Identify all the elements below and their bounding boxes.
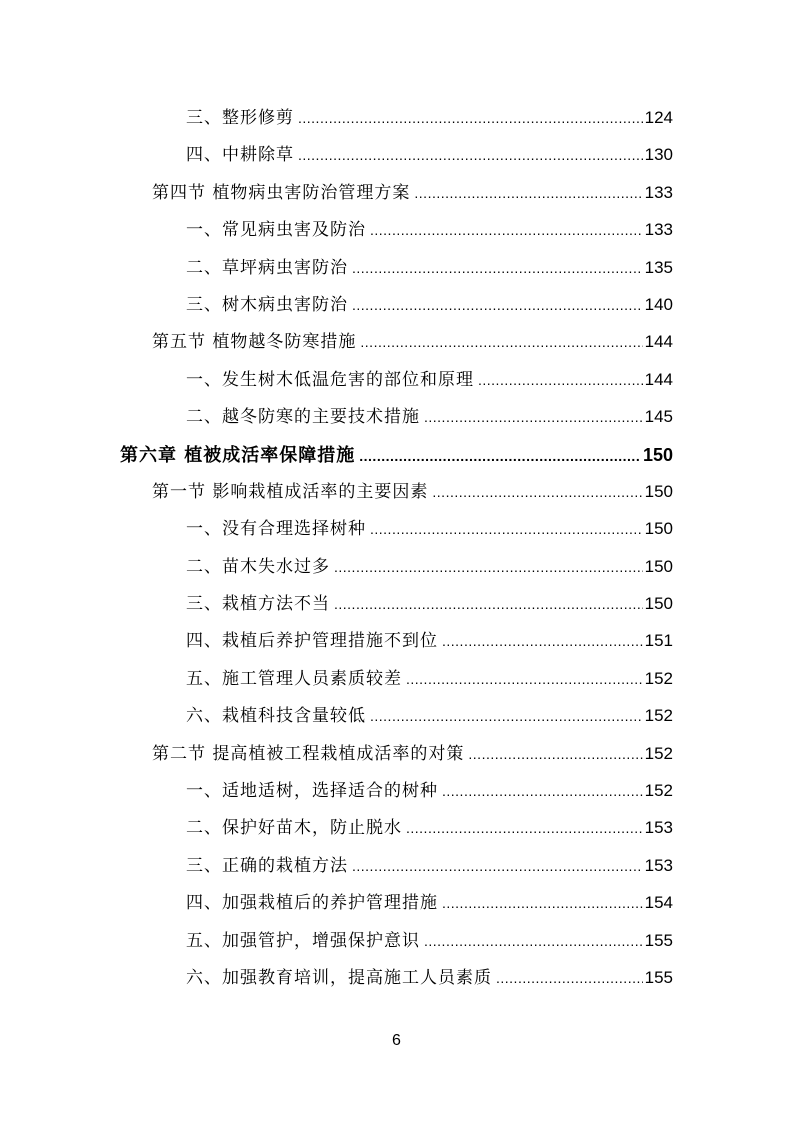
toc-entry-item[interactable] (0, 623, 793, 660)
toc-dot-leader (298, 143, 643, 167)
page-number: 6 (392, 1032, 401, 1049)
toc-entry-title: 三、栽植方法不当 (186, 594, 330, 615)
toc-entry-page: 152 (644, 668, 673, 688)
toc-entry-page: 155 (644, 967, 673, 987)
toc-entry-page: 153 (644, 818, 673, 838)
toc-entry-item[interactable] (0, 137, 793, 174)
toc-dot-leader (370, 704, 643, 728)
toc-entry-item[interactable] (0, 511, 793, 548)
toc-entry-title: 五、加强管护，增强保护意识 (186, 930, 420, 951)
toc-entry-item[interactable] (0, 848, 793, 885)
toc-entry-item[interactable] (0, 250, 793, 287)
toc-entry-page: 124 (644, 108, 673, 127)
toc-entry-item[interactable] (0, 586, 793, 623)
toc-entry-title: 二、保护好苗木，防止脱水 (186, 818, 402, 839)
toc-dot-leader (442, 629, 643, 653)
toc-entry-item[interactable] (0, 212, 793, 249)
toc-entry-title: 第二节 提高植被工程栽植成活率的对策 (152, 743, 465, 764)
toc-entry-title: 一、常见病虫害及防治 (186, 220, 366, 241)
toc-entry-title: 一、发生树木低温危害的部位和原理 (186, 369, 474, 390)
toc-dot-leader (370, 218, 643, 242)
toc-entry-page: 152 (644, 743, 673, 763)
toc-entry-item[interactable] (0, 549, 793, 586)
toc-entry-item[interactable] (0, 362, 793, 399)
toc-entry-title: 第五节 植物越冬防寒措施 (152, 332, 357, 353)
toc-entry-item[interactable] (0, 399, 793, 436)
toc-entry-title: 三、树木病虫害防治 (186, 294, 348, 315)
toc-entry-section[interactable] (0, 474, 793, 511)
toc-entry-title: 四、加强栽植后的养护管理措施 (186, 893, 438, 914)
toc-dot-leader (298, 106, 643, 130)
toc-entry-section[interactable] (0, 736, 793, 773)
toc-dot-leader (360, 330, 642, 354)
toc-entry-title: 二、草坪病虫害防治 (186, 257, 348, 278)
toc-entry-page: 154 (644, 893, 673, 913)
toc-entry-page: 153 (644, 855, 673, 875)
toc-dot-leader (442, 779, 643, 803)
toc-dot-leader (334, 592, 643, 616)
toc-entry-title: 第四节 植物病虫害防治管理方案 (152, 182, 411, 203)
toc-entry-item[interactable] (0, 960, 793, 997)
toc-entry-section[interactable] (0, 175, 793, 212)
toc-dot-leader (468, 742, 642, 766)
toc-entry-page: 144 (644, 369, 673, 389)
toc-dot-leader (352, 293, 643, 317)
toc-entry-item[interactable] (0, 100, 793, 137)
toc-dot-leader (370, 517, 643, 541)
toc-entry-title: 二、苗木失水过多 (186, 556, 330, 577)
toc-entry-page: 152 (644, 781, 673, 801)
table-of-contents (0, 100, 793, 997)
toc-entry-page: 155 (644, 930, 673, 950)
toc-dot-leader (496, 966, 643, 990)
toc-entry-page: 150 (644, 594, 673, 614)
toc-entry-page: 144 (644, 332, 673, 352)
toc-entry-page: 151 (644, 631, 673, 651)
toc-dot-leader (432, 480, 642, 504)
toc-entry-item[interactable] (0, 287, 793, 324)
toc-entry-title: 四、栽植后养护管理措施不到位 (186, 631, 438, 652)
toc-entry-item[interactable] (0, 923, 793, 960)
toc-entry-page: 150 (642, 444, 673, 465)
toc-dot-leader (352, 854, 643, 878)
toc-entry-page: 133 (644, 182, 673, 202)
toc-dot-leader (352, 256, 643, 280)
toc-dot-leader (406, 816, 643, 840)
toc-entry-item[interactable] (0, 885, 793, 922)
toc-entry-page: 135 (644, 257, 673, 277)
toc-entry-title: 四、中耕除草 (186, 145, 294, 166)
toc-entry-title: 三、整形修剪 (186, 108, 294, 128)
toc-entry-item[interactable] (0, 773, 793, 810)
toc-entry-item[interactable] (0, 698, 793, 735)
toc-entry-page: 152 (644, 706, 673, 726)
toc-entry-title: 第一节 影响栽植成活率的主要因素 (152, 481, 429, 502)
toc-entry-page: 145 (644, 407, 673, 427)
toc-dot-leader (478, 368, 643, 392)
toc-dot-leader (334, 555, 643, 579)
toc-entry-title: 二、越冬防寒的主要技术措施 (186, 407, 420, 428)
toc-entry-section[interactable] (0, 324, 793, 361)
toc-entry-item[interactable] (0, 810, 793, 847)
toc-entry-page: 150 (644, 556, 673, 576)
toc-dot-leader (406, 667, 643, 691)
toc-dot-leader (424, 929, 643, 953)
toc-entry-title: 五、施工管理人员素质较差 (186, 668, 402, 689)
toc-entry-title: 六、加强教育培训，提高施工人员素质 (186, 967, 492, 988)
toc-entry-page: 130 (644, 145, 673, 165)
toc-entry-item[interactable] (0, 661, 793, 698)
toc-entry-title: 一、没有合理选择树种 (186, 519, 366, 540)
toc-entry-page: 140 (644, 294, 673, 314)
toc-entry-page: 133 (644, 220, 673, 240)
toc-dot-leader (359, 444, 641, 468)
toc-entry-title: 三、正确的栽植方法 (186, 855, 348, 876)
toc-dot-leader (414, 181, 642, 205)
toc-entry-page: 150 (644, 519, 673, 539)
toc-entry-title: 第六章 植被成活率保障措施 (120, 444, 356, 466)
toc-entry-title: 一、适地适树，选择适合的树种 (186, 781, 438, 802)
toc-dot-leader (424, 405, 643, 429)
toc-entry-title: 六、栽植科技含量较低 (186, 706, 366, 727)
toc-dot-leader (442, 891, 643, 915)
toc-entry-page: 150 (644, 481, 673, 501)
toc-entry-chapter[interactable] (0, 437, 793, 474)
